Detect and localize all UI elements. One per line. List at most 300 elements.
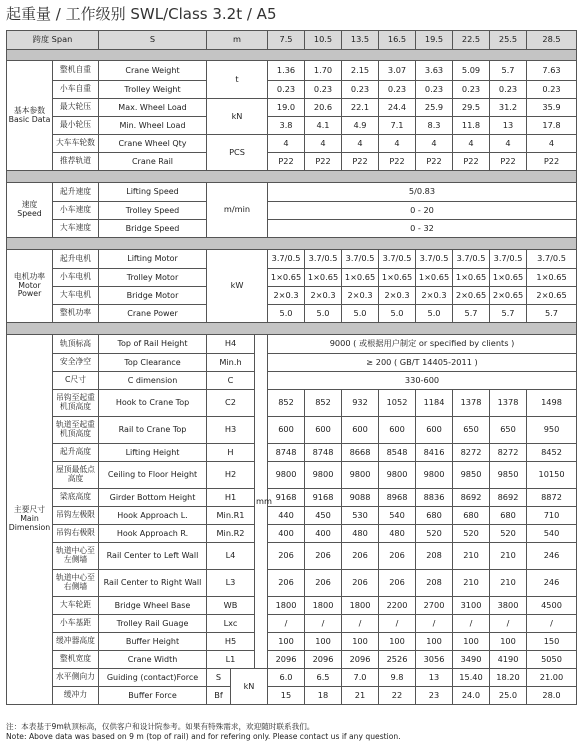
- value-cell: 3.7/0.5: [342, 250, 379, 269]
- value-cell: 600: [379, 417, 416, 444]
- value-cell: 1184: [416, 390, 453, 417]
- table-row: [7, 153, 577, 171]
- value-cell: 3.7/0.5: [490, 250, 527, 269]
- param-en: Hook Approach L.: [99, 507, 207, 525]
- value-cell: P22: [490, 153, 527, 171]
- value-cell: 8968: [379, 489, 416, 507]
- param-en: Lifting Height: [99, 444, 207, 462]
- value-cell: 3.8: [268, 117, 305, 135]
- value-cell: 246: [527, 543, 577, 570]
- param-cn: 梁底高度: [53, 489, 99, 507]
- param-cn: 安全净空: [53, 354, 99, 372]
- value-cell: 206: [305, 543, 342, 570]
- value-cell: 8452: [527, 444, 577, 462]
- value-cell: 2.15: [342, 61, 379, 81]
- value-cell: 3.07: [379, 61, 416, 81]
- span-value: 10.5: [305, 31, 342, 50]
- param-en: Rail Center to Left Wall: [99, 543, 207, 570]
- param-cn: 缓冲力: [53, 687, 99, 705]
- value-cell: 15: [268, 687, 305, 705]
- param-symbol: L3: [207, 570, 255, 597]
- value-cell: 3.63: [416, 61, 453, 81]
- value-cell: 4.9: [342, 117, 379, 135]
- value-cell: 206: [268, 543, 305, 570]
- value-cell: 2×0.3: [379, 287, 416, 305]
- value-cell: 206: [268, 570, 305, 597]
- value-cell: 4: [305, 135, 342, 153]
- value-cell: 5.0: [342, 305, 379, 323]
- param-cn: 大车速度: [53, 220, 99, 238]
- value-cell: 1052: [379, 390, 416, 417]
- value-cell: 4: [379, 135, 416, 153]
- value-cell: 650: [453, 417, 490, 444]
- param-en: Ceiling to Floor Height: [99, 462, 207, 489]
- param-unit: mm: [255, 335, 268, 669]
- value-cell: 2096: [342, 651, 379, 669]
- param-symbol: C: [207, 372, 255, 390]
- separator-row: [7, 323, 577, 335]
- value-cell: 540: [527, 525, 577, 543]
- param-unit: t: [207, 61, 268, 99]
- value-cell: 2×0.3: [305, 287, 342, 305]
- section-label-line: 电机功率: [13, 271, 46, 281]
- value-cell: 3056: [416, 651, 453, 669]
- param-cn: 大车车轮数: [53, 135, 99, 153]
- value-cell: 206: [342, 570, 379, 597]
- value-cell: 5.7: [527, 305, 577, 323]
- value-cell: 9000 ( 或根据用户制定 or specified by clients ): [268, 335, 577, 354]
- value-cell: 25.9: [416, 99, 453, 117]
- value-cell: 206: [342, 543, 379, 570]
- span-value: 7.5: [268, 31, 305, 50]
- value-cell: 9850: [453, 462, 490, 489]
- param-cn: 起升电机: [53, 250, 99, 269]
- param-symbol: Min.R2: [207, 525, 255, 543]
- value-cell: 5.7: [453, 305, 490, 323]
- value-cell: 600: [305, 417, 342, 444]
- param-en: Bridge Motor: [99, 287, 207, 305]
- param-symbol: H4: [207, 335, 255, 354]
- value-cell: 0 - 20: [268, 202, 577, 220]
- value-cell: 6.0: [268, 669, 305, 687]
- value-cell: 5/0.83: [268, 183, 577, 202]
- param-en: Trolley Rail Guage: [99, 615, 207, 633]
- value-cell: 2×0.3: [268, 287, 305, 305]
- value-cell: 4: [527, 135, 577, 153]
- value-cell: 21: [342, 687, 379, 705]
- span-value: 22.5: [453, 31, 490, 50]
- value-cell: 530: [342, 507, 379, 525]
- param-cn: 水平侧向力: [53, 669, 99, 687]
- table-row: [7, 287, 577, 305]
- value-cell: 5050: [527, 651, 577, 669]
- value-cell: 3.7/0.5: [453, 250, 490, 269]
- note-cn: 注：本表基于9m轨顶标高，仅供客户和设计院参考。如果有特殊需求，欢迎随时联系我们。: [6, 722, 315, 731]
- param-symbol: H5: [207, 633, 255, 651]
- param-cn: 整机自重: [53, 61, 99, 81]
- value-cell: 852: [268, 390, 305, 417]
- table-row: [7, 597, 577, 615]
- table-row: [7, 305, 577, 323]
- value-cell: 3.7/0.5: [416, 250, 453, 269]
- value-cell: 150: [527, 633, 577, 651]
- value-cell: 1×0.65: [416, 269, 453, 287]
- param-en: Rail to Crane Top: [99, 417, 207, 444]
- value-cell: 206: [379, 570, 416, 597]
- value-cell: 0.23: [342, 81, 379, 99]
- value-cell: 100: [342, 633, 379, 651]
- table-row: [7, 633, 577, 651]
- value-cell: /: [416, 615, 453, 633]
- value-cell: 22.1: [342, 99, 379, 117]
- param-symbol: S: [207, 669, 231, 687]
- value-cell: 650: [490, 417, 527, 444]
- value-cell: 0.23: [527, 81, 577, 99]
- table-row: [7, 615, 577, 633]
- param-symbol: WB: [207, 597, 255, 615]
- value-cell: 680: [416, 507, 453, 525]
- value-cell: 480: [379, 525, 416, 543]
- table-row: [7, 135, 577, 153]
- value-cell: 0.23: [490, 81, 527, 99]
- value-cell: 520: [453, 525, 490, 543]
- page-title: 起重量 / 工作级别 SWL/Class 3.2t / A5: [6, 5, 277, 23]
- table-row: [7, 462, 577, 489]
- value-cell: 4500: [527, 597, 577, 615]
- table-row: [7, 183, 577, 202]
- value-cell: P22: [305, 153, 342, 171]
- value-cell: 400: [268, 525, 305, 543]
- param-symbol: Lxc: [207, 615, 255, 633]
- value-cell: 5.0: [416, 305, 453, 323]
- value-cell: 680: [453, 507, 490, 525]
- value-cell: 2200: [379, 597, 416, 615]
- param-cn: 起升速度: [53, 183, 99, 202]
- value-cell: 0.23: [453, 81, 490, 99]
- value-cell: P22: [268, 153, 305, 171]
- table-row: [7, 354, 577, 372]
- value-cell: 1×0.65: [342, 269, 379, 287]
- table-row: [7, 202, 577, 220]
- param-unit: kN: [207, 99, 268, 135]
- table-row: [7, 525, 577, 543]
- value-cell: 15.40: [453, 669, 490, 687]
- value-cell: 4: [490, 135, 527, 153]
- value-cell: 5.7: [490, 61, 527, 81]
- value-cell: 22: [379, 687, 416, 705]
- value-cell: 13: [416, 669, 453, 687]
- param-symbol: Min.h: [207, 354, 255, 372]
- span-value: 16.5: [379, 31, 416, 50]
- value-cell: 480: [342, 525, 379, 543]
- section-label: [7, 335, 53, 705]
- value-cell: 8748: [268, 444, 305, 462]
- value-cell: P22: [379, 153, 416, 171]
- table-row: [7, 81, 577, 99]
- unit-header: m: [207, 31, 268, 50]
- table-row: [7, 687, 577, 705]
- param-symbol: L1: [207, 651, 255, 669]
- param-cn: 屋顶最低点高度: [53, 462, 99, 489]
- section-label: [7, 250, 53, 323]
- value-cell: 1498: [527, 390, 577, 417]
- value-cell: 9168: [305, 489, 342, 507]
- value-cell: 852: [305, 390, 342, 417]
- param-en: Crane Width: [99, 651, 207, 669]
- param-cn: 吊钩左极限: [53, 507, 99, 525]
- value-cell: 100: [268, 633, 305, 651]
- value-cell: 24.0: [453, 687, 490, 705]
- value-cell: 3800: [490, 597, 527, 615]
- value-cell: 9.8: [379, 669, 416, 687]
- param-cn: 轨道至起重机顶高度: [53, 417, 99, 444]
- span-value: 13.5: [342, 31, 379, 50]
- value-cell: 9800: [379, 462, 416, 489]
- param-en: Crane Rail: [99, 153, 207, 171]
- param-en: Trolley Weight: [99, 81, 207, 99]
- param-cn: 小车电机: [53, 269, 99, 287]
- value-cell: 31.2: [490, 99, 527, 117]
- value-cell: 17.8: [527, 117, 577, 135]
- value-cell: 1×0.65: [268, 269, 305, 287]
- table-row: [7, 372, 577, 390]
- value-cell: 2×0.65: [490, 287, 527, 305]
- table-row: [7, 61, 577, 81]
- param-cn: 小车速度: [53, 202, 99, 220]
- param-en: Min. Wheel Load: [99, 117, 207, 135]
- param-cn: 整机宽度: [53, 651, 99, 669]
- value-cell: 29.5: [453, 99, 490, 117]
- param-en: Hook to Crane Top: [99, 390, 207, 417]
- value-cell: 10150: [527, 462, 577, 489]
- value-cell: 208: [416, 570, 453, 597]
- value-cell: 9800: [416, 462, 453, 489]
- param-symbol: H3: [207, 417, 255, 444]
- value-cell: 8548: [379, 444, 416, 462]
- value-cell: 1378: [490, 390, 527, 417]
- value-cell: 8836: [416, 489, 453, 507]
- param-symbol: C2: [207, 390, 255, 417]
- param-cn: 轨顶标高: [53, 335, 99, 354]
- param-cn: 缓冲器高度: [53, 633, 99, 651]
- value-cell: 100: [416, 633, 453, 651]
- spec-table: [6, 30, 577, 705]
- separator-row: [7, 171, 577, 183]
- value-cell: 932: [342, 390, 379, 417]
- param-cn: 轨道中心至右侧墙: [53, 570, 99, 597]
- param-unit: kN: [231, 669, 268, 705]
- param-symbol: H2: [207, 462, 255, 489]
- value-cell: 0.23: [379, 81, 416, 99]
- value-cell: 2×0.3: [342, 287, 379, 305]
- value-cell: P22: [453, 153, 490, 171]
- value-cell: 440: [268, 507, 305, 525]
- param-cn: 大车电机: [53, 287, 99, 305]
- value-cell: 4: [453, 135, 490, 153]
- param-en: Trolley Speed: [99, 202, 207, 220]
- param-en: Bridge Speed: [99, 220, 207, 238]
- value-cell: 8692: [490, 489, 527, 507]
- value-cell: 0.23: [305, 81, 342, 99]
- value-cell: 8272: [453, 444, 490, 462]
- value-cell: 23: [416, 687, 453, 705]
- value-cell: 18: [305, 687, 342, 705]
- param-en: Crane Power: [99, 305, 207, 323]
- param-unit: m/min: [207, 183, 268, 238]
- param-cn: 大车轮距: [53, 597, 99, 615]
- value-cell: 206: [379, 543, 416, 570]
- value-cell: /: [453, 615, 490, 633]
- param-en: Lifting Motor: [99, 250, 207, 269]
- span-value: 25.5: [490, 31, 527, 50]
- value-cell: 100: [453, 633, 490, 651]
- value-cell: 5.7: [490, 305, 527, 323]
- value-cell: 600: [268, 417, 305, 444]
- value-cell: 8872: [527, 489, 577, 507]
- value-cell: 1378: [453, 390, 490, 417]
- value-cell: 1×0.65: [527, 269, 577, 287]
- section-label-line: 速度: [21, 200, 38, 210]
- value-cell: 20.6: [305, 99, 342, 117]
- value-cell: 8272: [490, 444, 527, 462]
- param-cn: 最大轮压: [53, 99, 99, 117]
- value-cell: 9168: [268, 489, 305, 507]
- value-cell: 520: [490, 525, 527, 543]
- span-value: 28.5: [527, 31, 577, 50]
- param-en: Top of Rail Height: [99, 335, 207, 354]
- value-cell: 520: [416, 525, 453, 543]
- value-cell: /: [379, 615, 416, 633]
- separator-row: [7, 50, 577, 61]
- value-cell: 21.00: [527, 669, 577, 687]
- param-en: Girder Bottom Height: [99, 489, 207, 507]
- value-cell: 4: [268, 135, 305, 153]
- value-cell: 28.0: [527, 687, 577, 705]
- value-cell: 13: [490, 117, 527, 135]
- value-cell: 1×0.65: [305, 269, 342, 287]
- value-cell: 18.20: [490, 669, 527, 687]
- value-cell: 1×0.65: [453, 269, 490, 287]
- param-symbol: H1: [207, 489, 255, 507]
- span-header: 跨度 Span: [7, 31, 99, 50]
- value-cell: 19.0: [268, 99, 305, 117]
- note-en: Note: Above data was based on 9 m (top of rail) and for refering only. Please contact us if any question.: [6, 732, 401, 742]
- value-cell: /: [342, 615, 379, 633]
- value-cell: P22: [416, 153, 453, 171]
- value-cell: /: [527, 615, 577, 633]
- value-cell: 246: [527, 570, 577, 597]
- header-row: [7, 31, 577, 50]
- value-cell: 210: [453, 543, 490, 570]
- value-cell: 680: [490, 507, 527, 525]
- table-row: [7, 335, 577, 354]
- footnotes: [6, 722, 401, 743]
- value-cell: 7.1: [379, 117, 416, 135]
- param-symbol: L4: [207, 543, 255, 570]
- value-cell: 710: [527, 507, 577, 525]
- value-cell: 330-600: [268, 372, 577, 390]
- value-cell: 35.9: [527, 99, 577, 117]
- param-symbol: Min.R1: [207, 507, 255, 525]
- section-label-line: Basic Data: [8, 114, 51, 124]
- table-row: [7, 570, 577, 597]
- section-label-line: Motor: [18, 280, 41, 290]
- value-cell: 8668: [342, 444, 379, 462]
- table-row: [7, 417, 577, 444]
- span-value: 19.5: [416, 31, 453, 50]
- separator-cell: [7, 323, 577, 335]
- value-cell: 100: [490, 633, 527, 651]
- value-cell: 1×0.65: [490, 269, 527, 287]
- value-cell: 4190: [490, 651, 527, 669]
- separator-cell: [7, 238, 577, 250]
- section-label-line: 主要尺寸: [13, 505, 46, 515]
- value-cell: 450: [305, 507, 342, 525]
- value-cell: 2×0.65: [527, 287, 577, 305]
- value-cell: 5.0: [379, 305, 416, 323]
- value-cell: 210: [453, 570, 490, 597]
- value-cell: 210: [490, 543, 527, 570]
- value-cell: 3.7/0.5: [268, 250, 305, 269]
- param-cn: 吊钩至起重机顶高度: [53, 390, 99, 417]
- table-row: [7, 269, 577, 287]
- value-cell: 2×0.3: [416, 287, 453, 305]
- section-label-line: Dimension: [8, 522, 51, 532]
- value-cell: 2096: [268, 651, 305, 669]
- value-cell: 1.36: [268, 61, 305, 81]
- value-cell: 950: [527, 417, 577, 444]
- table-row: [7, 390, 577, 417]
- value-cell: 7.0: [342, 669, 379, 687]
- value-cell: 2096: [305, 651, 342, 669]
- param-cn: 小车自重: [53, 81, 99, 99]
- value-cell: 24.4: [379, 99, 416, 117]
- value-cell: /: [268, 615, 305, 633]
- value-cell: 9800: [342, 462, 379, 489]
- param-en: Crane Weight: [99, 61, 207, 81]
- param-en: Hook Approach R.: [99, 525, 207, 543]
- value-cell: P22: [527, 153, 577, 171]
- param-cn: 整机功率: [53, 305, 99, 323]
- value-cell: 210: [490, 570, 527, 597]
- param-cn: 吊钩右极限: [53, 525, 99, 543]
- value-cell: 7.63: [527, 61, 577, 81]
- value-cell: 9800: [305, 462, 342, 489]
- value-cell: 0 - 32: [268, 220, 577, 238]
- param-unit: kW: [207, 250, 268, 323]
- value-cell: 1800: [268, 597, 305, 615]
- param-en: Crane Wheel Qty: [99, 135, 207, 153]
- value-cell: 4: [342, 135, 379, 153]
- value-cell: 11.8: [453, 117, 490, 135]
- value-cell: /: [490, 615, 527, 633]
- value-cell: 1×0.65: [379, 269, 416, 287]
- value-cell: 8748: [305, 444, 342, 462]
- value-cell: 9850: [490, 462, 527, 489]
- param-cn: 推荐轨道: [53, 153, 99, 171]
- separator-cell: [7, 50, 577, 61]
- value-cell: 400: [305, 525, 342, 543]
- value-cell: 0.23: [416, 81, 453, 99]
- value-cell: 9088: [342, 489, 379, 507]
- section-label-line: Speed: [17, 209, 42, 218]
- s-header: S: [99, 31, 207, 50]
- param-en: Bridge Wheel Base: [99, 597, 207, 615]
- param-en: Buffer Force: [99, 687, 207, 705]
- value-cell: 5.0: [305, 305, 342, 323]
- value-cell: 3100: [453, 597, 490, 615]
- table-row: [7, 489, 577, 507]
